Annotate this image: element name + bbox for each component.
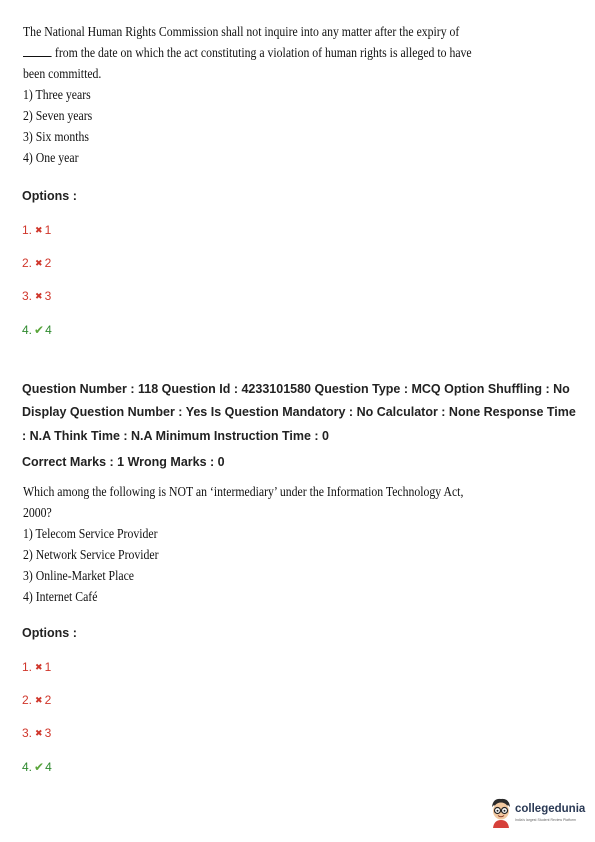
option-item-correct: 4. ✔4: [22, 760, 52, 774]
choice: 1) Telecom Service Provider: [23, 527, 158, 542]
option-item: 2. ✖ 2: [22, 256, 52, 270]
option-item: 1. ✖ 1: [22, 223, 52, 237]
choice: 4) Internet Café: [23, 590, 98, 605]
option-item-correct: 4. ✔4: [22, 323, 52, 337]
cross-icon: ✖: [35, 225, 43, 235]
marks-line: Correct Marks : 1 Wrong Marks : 0: [22, 455, 225, 469]
question-line: from the date on which the act constituting a violation of human rights is alleged to have: [54, 46, 472, 61]
choice: 3) Online-Market Place: [23, 569, 135, 584]
cross-icon: ✖: [35, 728, 43, 738]
option-item: 1. ✖ 1: [22, 660, 52, 674]
choice: 2) Seven years: [23, 109, 93, 124]
option-item: 3. ✖ 3: [22, 289, 52, 303]
options-heading: Options :: [22, 626, 77, 640]
question-line: Which among the following is NOT an ‘intermediary’ under the Information Technology Act,: [23, 485, 464, 500]
cross-icon: ✖: [35, 695, 43, 705]
question-2-text: [23, 482, 463, 608]
cross-icon: ✖: [35, 258, 43, 268]
logo-name: collegedunia: [515, 803, 586, 815]
options-heading: Options :: [22, 189, 77, 203]
question-meta-line: : N.A Think Time : N.A Minimum Instruction Time : 0: [22, 429, 329, 443]
choice: 1) Three years: [23, 88, 91, 103]
question-1-text: [23, 22, 472, 169]
question-line: 2000?: [23, 506, 52, 521]
option-item: 3. ✖ 3: [22, 726, 52, 740]
cross-icon: ✖: [35, 291, 43, 301]
check-icon: ✔: [34, 323, 45, 337]
option-item: 2. ✖ 2: [22, 693, 52, 707]
blank-line: [23, 44, 52, 57]
question-line: The National Human Rights Commission shall not inquire into any matter after the expiry of: [23, 25, 460, 40]
choice: 3) Six months: [23, 130, 90, 145]
logo-tagline: India's largest Student Review Platform: [515, 818, 576, 822]
choice: 4) One year: [23, 151, 79, 166]
cross-icon: ✖: [35, 662, 43, 672]
check-icon: ✔: [34, 760, 45, 774]
question-meta-line: Question Number : 118 Question Id : 4233101580 Question Type : MCQ Option Shuffling : No: [22, 382, 570, 396]
choice: 2) Network Service Provider: [23, 548, 159, 563]
mascot-icon: [489, 796, 513, 828]
collegedunia-logo: [489, 796, 589, 830]
question-meta-line: Display Question Number : Yes Is Question Mandatory : No Calculator : None Response Time: [22, 405, 576, 419]
question-line: been committed.: [23, 67, 102, 82]
